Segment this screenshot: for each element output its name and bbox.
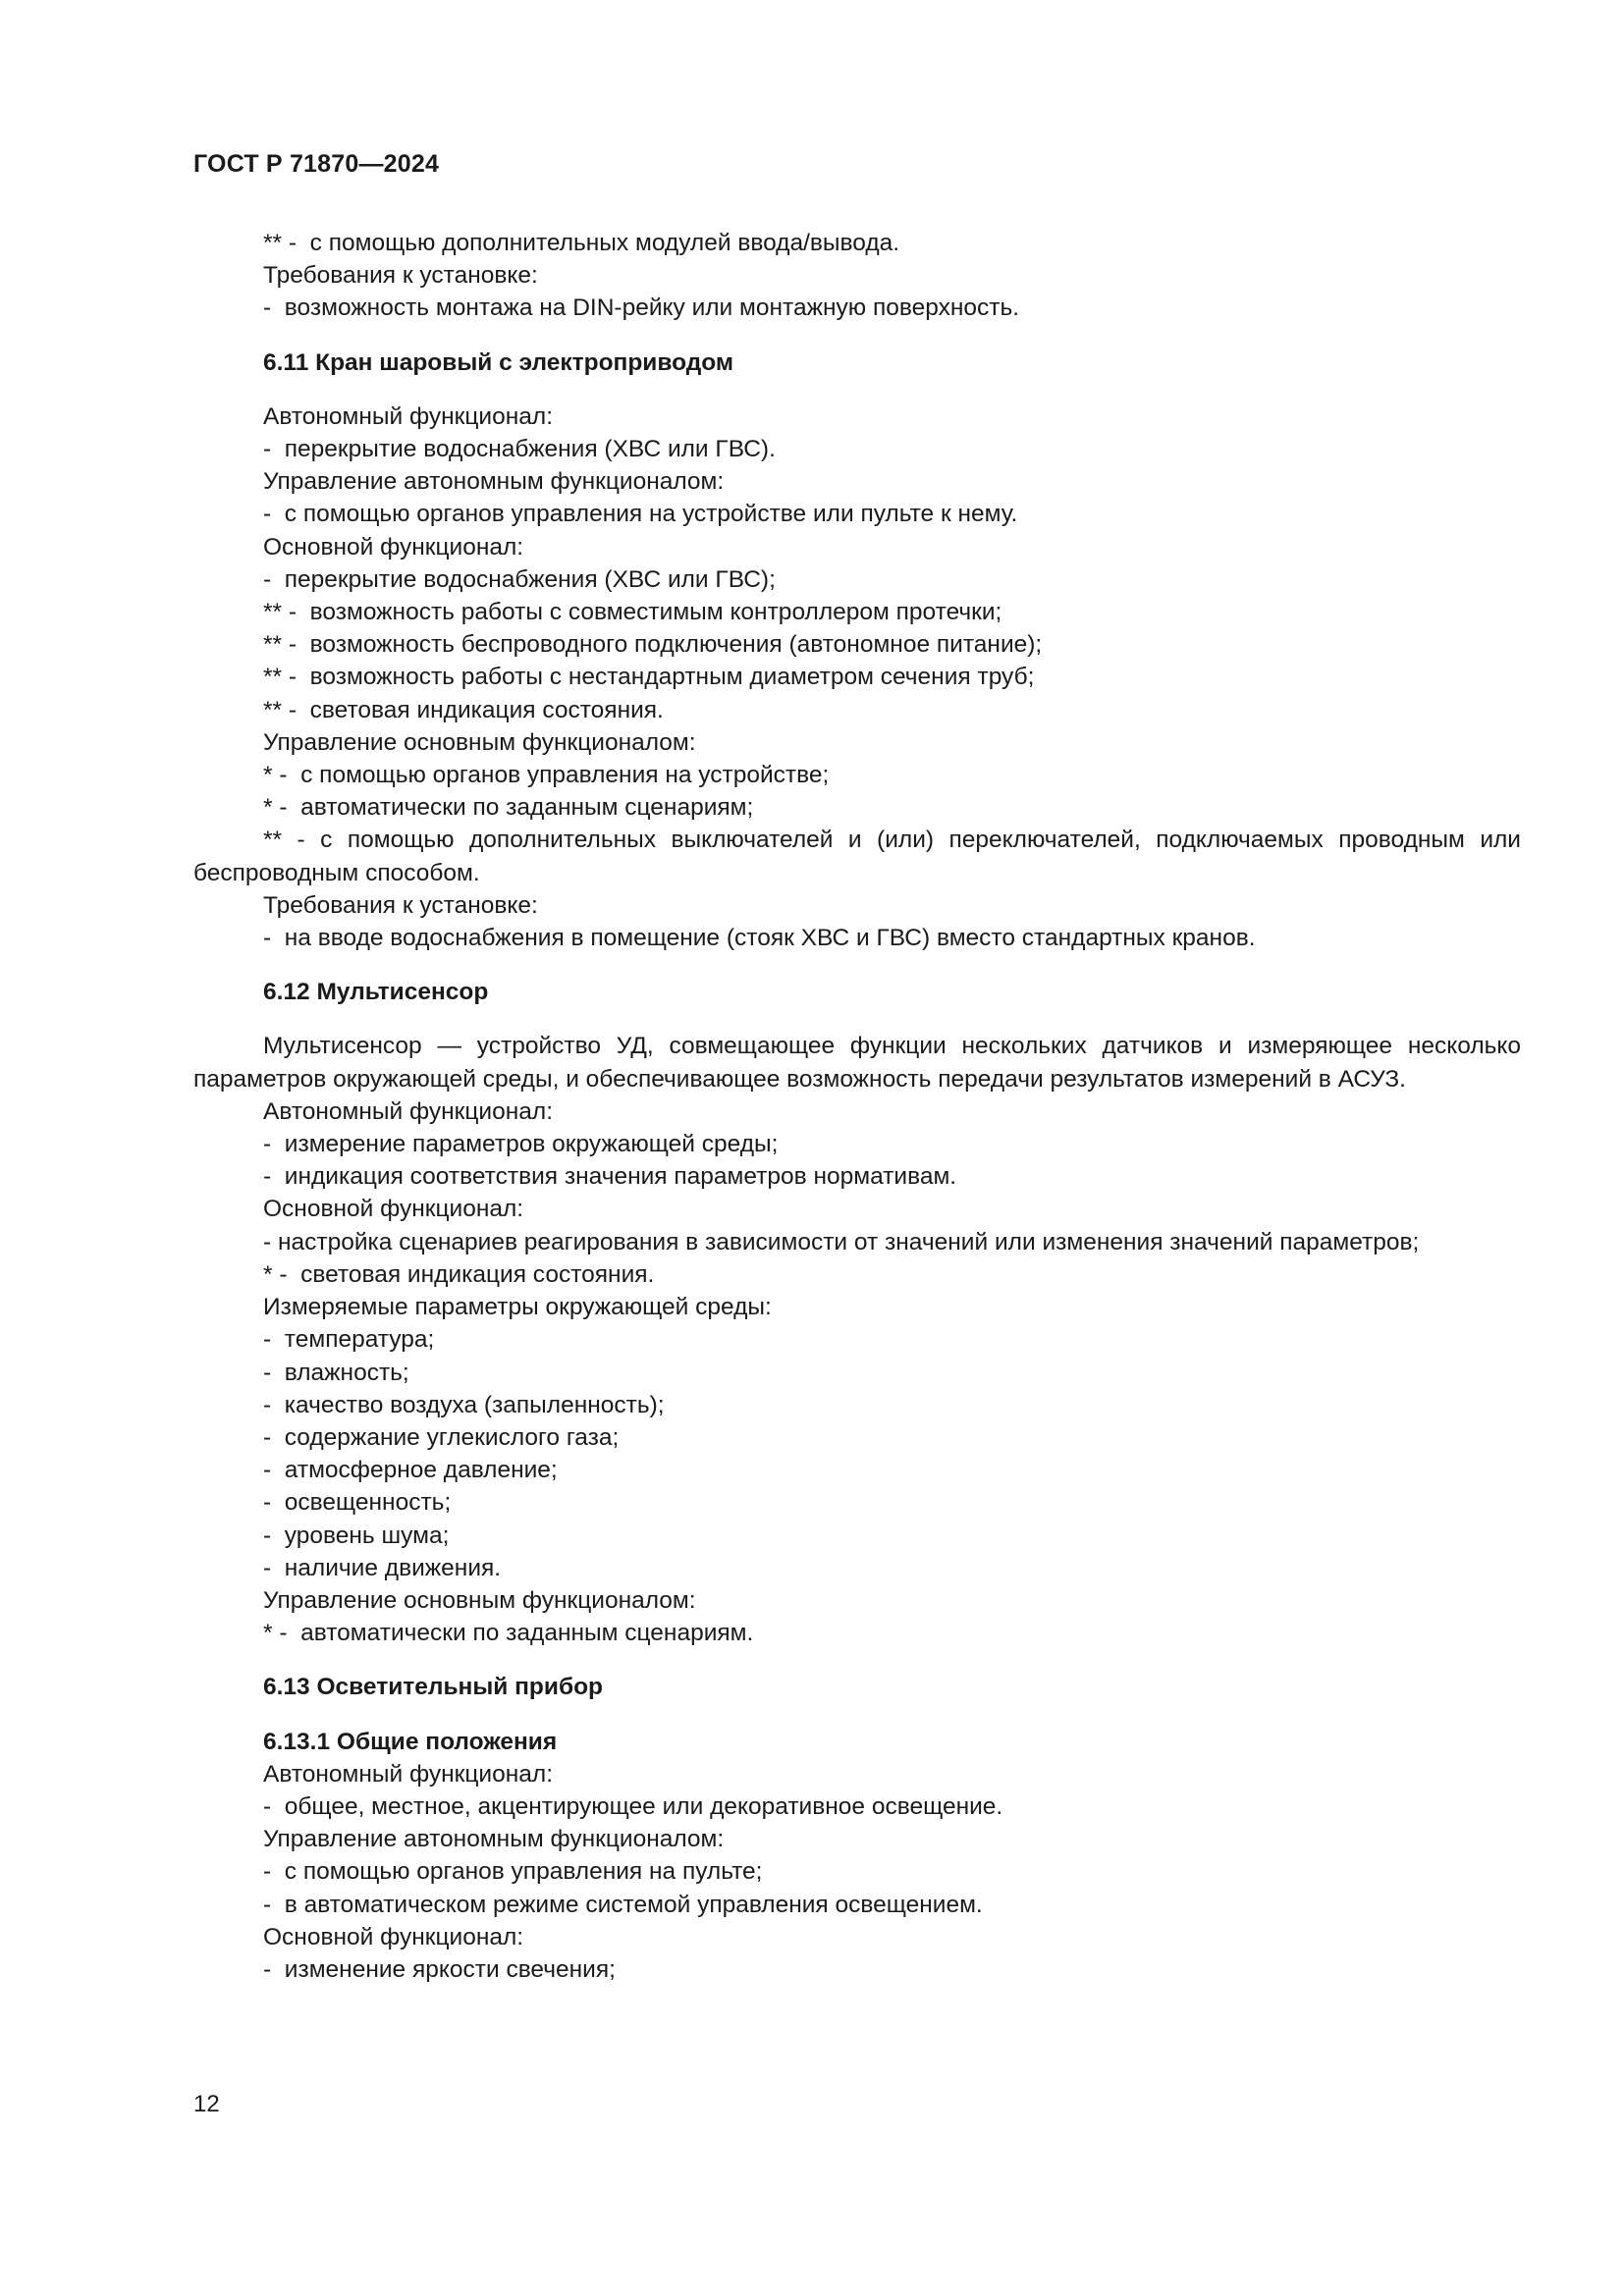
text-line: - наличие движения. bbox=[263, 1554, 502, 1581]
section-heading-6-12: 6.12 Мультисенсор bbox=[263, 979, 489, 1006]
text-line: - возможность монтажа на DIN-рейку или монтажную поверхность. bbox=[263, 294, 1020, 322]
text-paragraph: ** - с помощью дополнительных выключателей и (или) переключателей, подключаемых проводным или беспроводным способом. bbox=[193, 827, 1521, 886]
text-line: - индикация соответствия значения параметров нормативам. bbox=[263, 1163, 957, 1191]
section-heading-6-13: 6.13 Осветительный прибор bbox=[263, 1674, 604, 1701]
text-line: - на вводе водоснабжения в помещение (стояк ХВС и ГВС) вместо стандартных кранов. bbox=[263, 925, 1256, 952]
text-line: - перекрытие водоснабжения (ХВС или ГВС); bbox=[263, 565, 776, 593]
text-line: ** - с помощью дополнительных модулей ввода/вывода. bbox=[263, 230, 900, 256]
document-header: ГОСТ Р 71870—2024 bbox=[193, 150, 440, 178]
text-line: ** - возможность беспроводного подключения (автономное питание); bbox=[263, 631, 1043, 659]
text-line: * - автоматически по заданным сценариям; bbox=[263, 794, 754, 822]
text-line: - перекрытие водоснабжения (ХВС или ГВС). bbox=[263, 436, 776, 463]
text-line: - с помощью органов управления на пульте; bbox=[263, 1858, 763, 1886]
text-line: - изменение яркости свечения; bbox=[263, 1955, 616, 1983]
text-line: Основной функционал: bbox=[263, 1923, 524, 1950]
text-line: - освещенность; bbox=[263, 1489, 452, 1517]
page-number: 12 bbox=[193, 2091, 220, 2117]
text-line: Основной функционал: bbox=[263, 1196, 524, 1223]
section-heading-6-11: 6.11 Кран шаровый с электроприводом bbox=[263, 348, 734, 376]
text-line: - температура; bbox=[263, 1326, 435, 1354]
text-line: - влажность; bbox=[263, 1359, 409, 1386]
text-line: - общее, местное, акцентирующее или декоративное освещение. bbox=[263, 1792, 1003, 1820]
text-line: Автономный функционал: bbox=[263, 1760, 554, 1788]
text-line: - содержание углекислого газа; bbox=[263, 1423, 620, 1451]
text-paragraph: Мультисенсор — устройство УД, совмещающее функции нескольких датчиков и измеряющее несколько параметров окружающей среды, и обеспечивающее возможность передачи результатов измерений в АСУЗ. bbox=[193, 1033, 1521, 1093]
text-line: Автономный функционал: bbox=[263, 402, 554, 430]
text-line: - в автоматическом режиме системой управления освещением. bbox=[263, 1891, 983, 1918]
text-line: - с помощью органов управления на устройстве или пульте к нему. bbox=[263, 501, 1018, 528]
text-line: ** - возможность работы с совместимым контроллером протечки; bbox=[263, 599, 1002, 626]
text-line: Требования к установке: bbox=[263, 891, 538, 919]
text-line: Автономный функционал: bbox=[263, 1097, 554, 1125]
text-paragraph: - настройка сценариев реагирования в зависимости от значений или изменения значений параметров; bbox=[263, 1228, 1420, 1255]
text-line: Измеряемые параметры окружающей среды: bbox=[263, 1294, 772, 1321]
text-line: Управление автономным функционалом: bbox=[263, 1826, 725, 1853]
text-line: - измерение параметров окружающей среды; bbox=[263, 1131, 779, 1158]
text-line: - качество воздуха (запыленность); bbox=[263, 1391, 665, 1418]
page-body bbox=[193, 227, 1521, 1986]
text-line: Управление основным функционалом: bbox=[263, 728, 696, 756]
text-line: Управление автономным функционалом: bbox=[263, 468, 725, 496]
text-line: * - автоматически по заданным сценариям. bbox=[263, 1620, 754, 1647]
text-line: ** - возможность работы с нестандартным диаметром сечения труб; bbox=[263, 664, 1035, 691]
text-line: Требования к установке: bbox=[263, 262, 538, 290]
text-line: * - световая индикация состояния. bbox=[263, 1260, 655, 1288]
text-line: Основной функционал: bbox=[263, 533, 524, 561]
text-line: Управление основным функционалом: bbox=[263, 1586, 696, 1614]
text-line: - уровень шума; bbox=[263, 1522, 450, 1549]
text-line: - атмосферное давление; bbox=[263, 1457, 558, 1484]
subsection-heading-6-13-1: 6.13.1 Общие положения bbox=[263, 1728, 558, 1755]
text-line: * - с помощью органов управления на устройстве; bbox=[263, 762, 830, 789]
text-line: ** - световая индикация состояния. bbox=[263, 696, 664, 723]
